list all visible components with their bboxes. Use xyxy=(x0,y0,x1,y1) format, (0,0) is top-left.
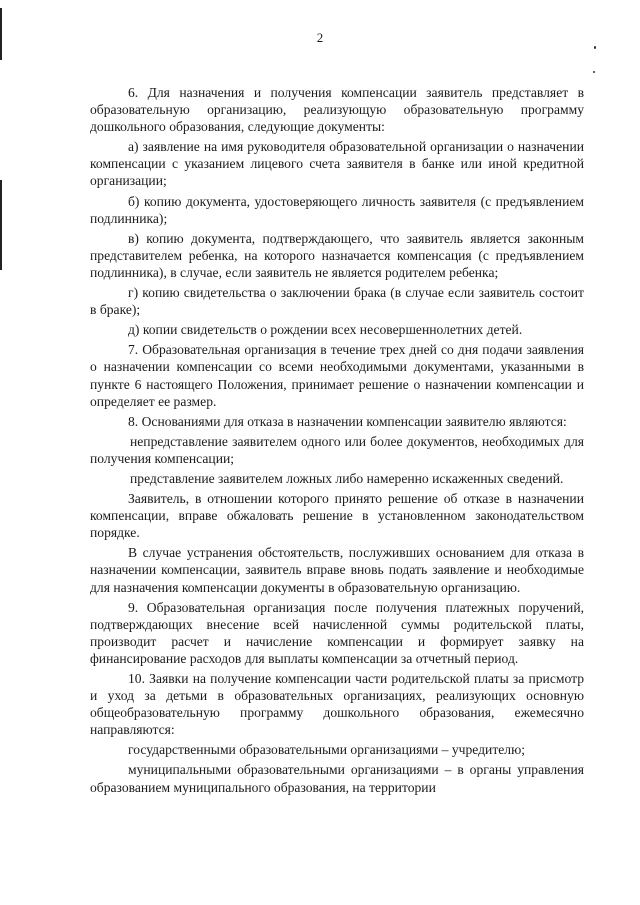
recipient-municipal: муниципальными образовательными организациями – в органы управления образованием муниципального образования, на территории xyxy=(90,762,584,795)
paragraph-10: 10. Заявки на получение компенсации части родительской платы за присмотр и уход за детьми в образовательных организациях, реализующих основную общеобразовательную программу дошкольного образования, ежемесячно направляются: xyxy=(90,671,584,738)
item-c: в) копию документа, подтверждающего, что заявитель является законным представителем ребенка, на которого назначается компенсация (с предъявлением подлинника), в случае, если заявитель не является родителем ребенка; xyxy=(90,230,584,280)
scan-speck-2 xyxy=(593,71,595,73)
paragraph-8: 8. Основаниями для отказа в назначении компенсации заявителю являются: xyxy=(128,413,567,429)
refusal-reason-1: непредставление заявителем одного или более документов, необходимых для получения компенсации; xyxy=(90,433,584,466)
recipient-state: государственными образовательными организациями – учредителю; xyxy=(128,742,526,758)
item-e: д) копии свидетельств о рождении всех несовершеннолетних детей. xyxy=(128,322,523,338)
page-number: 2 xyxy=(316,30,324,45)
refusal-reason-2: представление заявителем ложных либо намеренно искаженных сведений. xyxy=(130,470,564,486)
appeal-paragraph: Заявитель, в отношении которого принято решение об отказе в назначении компенсации, вправе обжаловать решение в установленном законодательством порядке. xyxy=(90,491,584,541)
document-body xyxy=(90,84,584,799)
scan-speck-1 xyxy=(594,46,596,49)
paragraph-9: 9. Образовательная организация после получения платежных поручений, подтверждающих внесение всей начисленной суммы родительской платы, производит расчет и начисление компенсации и формирует заявку на финансирование расходов для выплаты компенсации за отчетный период. xyxy=(90,599,584,666)
item-d: г) копию свидетельства о заключении брака (в случае если заявитель состоит в браке); xyxy=(90,285,584,318)
item-b: б) копию документа, удостоверяющего личность заявителя (с предъявлением подлинника); xyxy=(90,193,584,226)
paragraph-6: 6. Для назначения и получения компенсации заявитель представляет в образовательную организацию, реализующую образовательную программу дошкольного образования, следующие документы: xyxy=(90,85,584,135)
item-a: а) заявление на имя руководителя образовательной организации о назначении компенсации с указанием лицевого счета заявителя в банке или иной кредитной организации; xyxy=(90,139,584,189)
paragraph-7: 7. Образовательная организация в течение трех дней со дня подачи заявления о назначении компенсации со всеми необходимыми документами, указанными в пункте 6 настоящего Положения, принимает решение о назначении компенсации и определяет ее размер. xyxy=(90,342,584,409)
reapply-paragraph: В случае устранения обстоятельств, послуживших основанием для отказа в назначении компенсации, заявитель вправе вновь подать заявление и необходимые для назначения компенсации документы в образовательную организацию. xyxy=(90,545,584,595)
left-margin-mark-bottom xyxy=(0,180,2,270)
